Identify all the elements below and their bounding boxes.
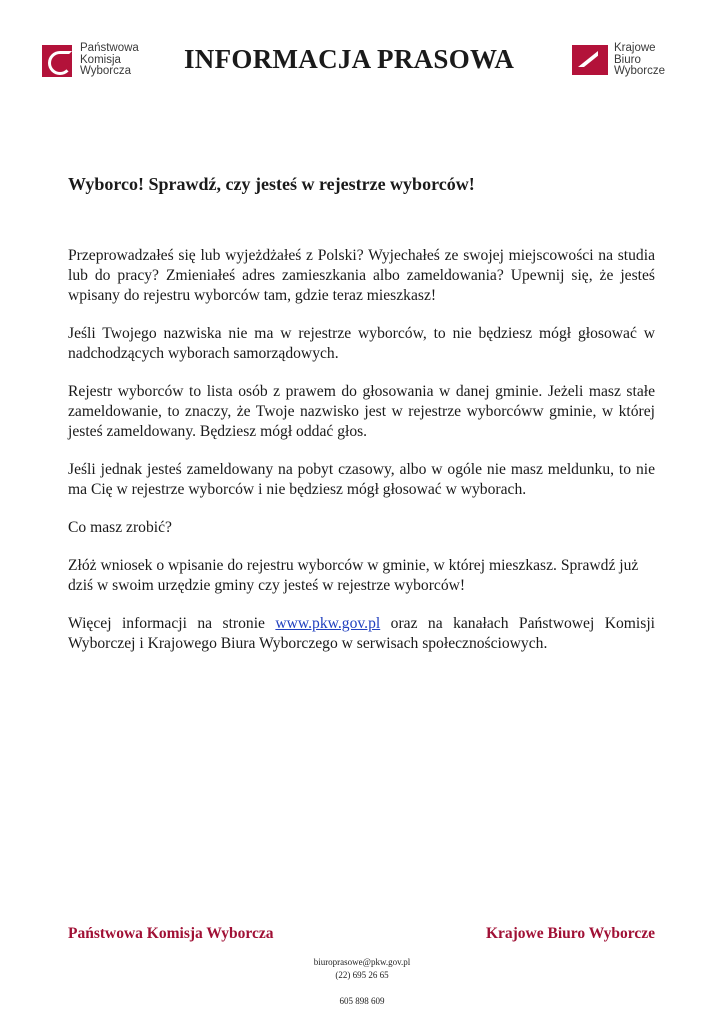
press-phone-2: 605 898 609 bbox=[339, 996, 385, 1006]
kbw-logo-line-3: Wyborcze bbox=[614, 65, 666, 77]
press-contact bbox=[0, 956, 724, 1008]
paragraph-4: Jeśli jednak jesteś zameldowany na pobyt czasowy, albo w ogóle nie masz meldunku, to nie ma Cię w rejestrze wyborców i nie będziesz mógł głosować w wyborach. bbox=[68, 461, 655, 498]
footer-pkw-name: Państwowa Komisja Wyborcza bbox=[68, 925, 274, 942]
paragraph-2: Jeśli Twojego nazwiska nie ma w rejestrze wyborców, to nie będziesz mógł głosować w nadchodzących wyborach samorządowych. bbox=[68, 325, 655, 362]
kbw-logo-line-1: Krajowe bbox=[614, 42, 656, 54]
press-email[interactable]: biuroprasowe@pkw.gov.pl bbox=[313, 957, 411, 967]
paragraph-7-before: Więcej informacji na stronie bbox=[68, 615, 276, 632]
paragraph-1: Przeprowadzałeś się lub wyjeżdżałeś z Polski? Wyjechałeś ze swojej miejscowości na studia lub do pracy? Zmieniałeś adres zamieszkania albo zameldowania? Upewnij się, że jesteś wpisany do rejestru wyborców tam, gdzie teraz mieszkasz! bbox=[68, 247, 655, 304]
footer-kbw-name: Krajowe Biuro Wyborcze bbox=[485, 925, 655, 942]
pkw-logo-line-1: Państwowa bbox=[80, 42, 139, 54]
paragraph-6: Złóż wniosek o wpisanie do rejestru wyborców w gminie, w której mieszkasz. Sprawdź już dziś w swoim urzędzie gminy czy jesteś w rejestrze wyborców! bbox=[68, 557, 639, 594]
paragraph-5: Co masz zrobić? bbox=[68, 519, 172, 536]
headline: Wyborco! Sprawdź, czy jesteś w rejestrze wyborców! bbox=[68, 174, 475, 194]
kbw-logo-icon bbox=[572, 45, 608, 75]
pkw-logo-icon bbox=[42, 45, 72, 77]
paragraph-7 bbox=[68, 614, 655, 654]
paragraph-7-after: oraz na kanałach Państwowej Komisji Wyborczej i Krajowego Biura Wyborczego w serwisach społecznościowych. bbox=[68, 615, 655, 652]
pkw-logo-line-3: Wyborcza bbox=[80, 65, 132, 77]
kbw-logo bbox=[572, 43, 665, 78]
press-phone-1: (22) 695 26 65 bbox=[335, 970, 389, 980]
kbw-logo-line-2: Biuro bbox=[614, 53, 641, 66]
pkw-logo-text bbox=[80, 43, 139, 78]
press-phones bbox=[0, 969, 724, 1008]
pkw-logo-line-2: Komisja bbox=[80, 53, 121, 66]
article-body bbox=[68, 246, 655, 672]
kbw-logo-text bbox=[614, 43, 665, 78]
pkw-website-link[interactable]: www.pkw.gov.pl bbox=[275, 615, 381, 632]
paragraph-3: Rejestr wyborców to lista osób z prawem do głosowania w danej gminie. Jeżeli masz stałe zameldowanie, to znaczy, że Twoje nazwisko jest w rejestrze wyborcóww gminie, w której jesteś zameldowany. Będziesz mógł oddać głos. bbox=[68, 383, 655, 440]
pkw-logo bbox=[42, 43, 139, 78]
page-title: INFORMACJA PRASOWA bbox=[184, 44, 515, 74]
